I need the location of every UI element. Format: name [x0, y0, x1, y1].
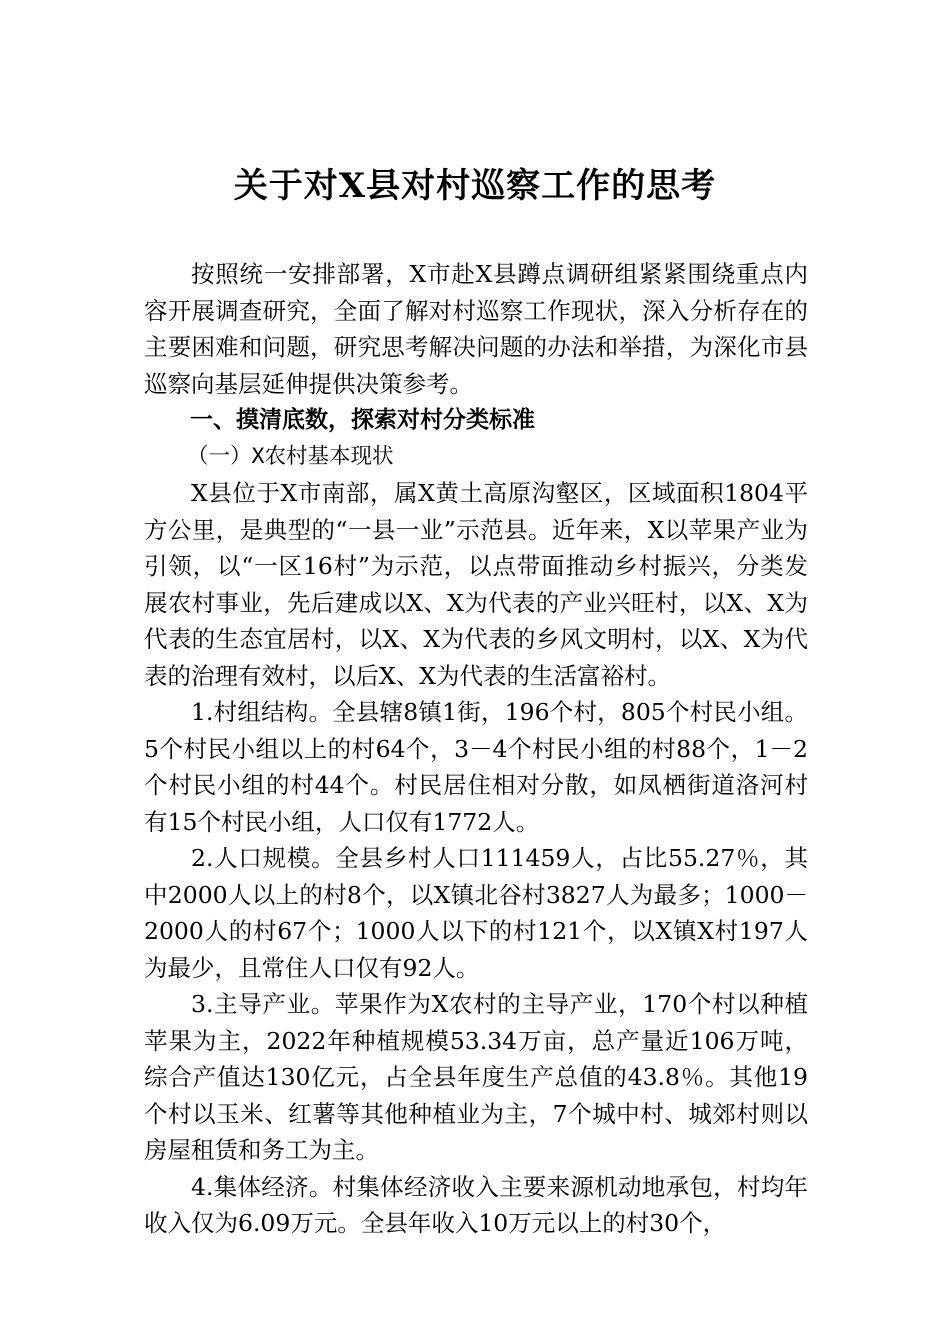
- document-body: [144, 256, 808, 1242]
- population-paragraph: 2.人口规模。全县乡村人口111459人，占比55.27％，其中2000人以上的村8个，以X镇北谷村3827人为最多；1000－2000人的村67个；1000人以下的村121个，以X镇X村197人为最少，且常住人口仅有92人。: [144, 844, 808, 982]
- village-structure-paragraph: 1.村组结构。全县辖8镇1街，196个村，805个村民小组。5个村民小组以上的村64个，3－4个村民小组的村88个，1－2个村民小组的村44个。村民居住相对分散，如凤栖街道洛河村有15个村民小组，人口仅有1772人。: [144, 698, 808, 836]
- overview-paragraph: X县位于X市南部，属X黄土高原沟壑区，区域面积1804平方公里，是典型的“一县一业”示范县。近年来，X以苹果产业为引领，以“一区16村”为示范，以点带面推动乡村振兴，分类发展农村事业，先后建成以X、X为代表的产业兴旺村，以X、X为代表的生态宜居村，以X、X为代表的乡风文明村，以X、X为代表的治理有效村，以后X、X为代表的生活富裕村。: [144, 479, 808, 690]
- section-heading: 一、摸清底数，探索对村分类标准: [190, 407, 535, 433]
- intro-paragraph: 按照统一安排部署，X市赴X县蹲点调研组紧紧围绕重点内容开展调查研究，全面了解对村巡察工作现状，深入分析存在的主要困难和问题，研究思考解决问题的办法和举措，为深化市县巡察向基层延伸提供决策参考。: [144, 260, 808, 398]
- collective-economy-paragraph: 4.集体经济。村集体经济收入主要来源机动地承包，村均年收入仅为6.09万元。全县年收入10万元以上的村30个，: [144, 1172, 808, 1237]
- page-title: 关于对X县对村巡察工作的思考: [233, 166, 717, 206]
- industry-paragraph: 3.主导产业。苹果作为X农村的主导产业，170个村以种植苹果为主，2022年种植规模53.34万亩，总产量近106万吨，综合产值达130亿元，占全县年度生产总值的43.8％。其他19个村以玉米、红薯等其他种植业为主，7个城中村、城郊村则以房屋租赁和务工为主。: [144, 990, 808, 1164]
- subsection-heading: （一）X农村基本现状: [187, 443, 394, 469]
